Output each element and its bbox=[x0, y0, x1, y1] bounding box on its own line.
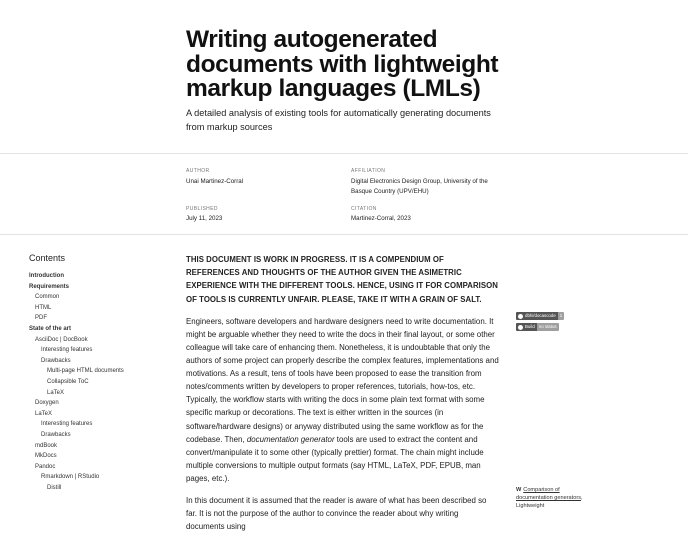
citation-label: CITATION bbox=[351, 206, 377, 212]
toc-item[interactable]: Doxygen bbox=[35, 400, 59, 407]
affiliation-label: AFFILIATION bbox=[351, 168, 386, 174]
affiliation-value[interactable]: Digital Electronics Design Group, University of the Basque Country (UPV/EHU) bbox=[351, 178, 488, 195]
table-of-contents bbox=[29, 253, 159, 493]
wikipedia-icon: W bbox=[516, 487, 522, 493]
citation-value[interactable]: Martinez-Corral, 2023 bbox=[351, 215, 411, 222]
work-in-progress-notice: THIS DOCUMENT IS WORK IN PROGRESS. IT IS A COMPENDIUM OF REFERENCES AND THOUGHTS OF THE AUTHOR GIVEN THE ASIMETRIC EXPERIENCE WITH THE DIFFERENT TOOLS. HENCE, USING IT FOR COMPARISON OF TOOLS IS CURRENTLY UNFAIR. PLEASE, TAKE IT WITH A GRAIN OF SALT. bbox=[186, 255, 498, 304]
toc-item[interactable]: Collapsible ToC bbox=[47, 378, 89, 385]
second-paragraph: In this document it is assumed that the reader is aware of what has been described so far. It is not the purpose of the author to convince the reader about why writing documents using bbox=[186, 496, 487, 532]
toc-item[interactable]: Drawbacks bbox=[41, 431, 71, 438]
sidenote bbox=[516, 487, 586, 510]
toc-item[interactable]: Requirements bbox=[29, 283, 70, 290]
author-label: AUTHOR bbox=[186, 168, 210, 174]
github-icon bbox=[518, 325, 523, 330]
toc-item[interactable]: mdBook bbox=[35, 442, 58, 449]
repo-badge-label: dbhi/docascode bbox=[525, 313, 556, 318]
toc-item[interactable]: HTML bbox=[35, 304, 52, 311]
page-title: Writing autogenerated documents with lightweight markup languages (LMLs) bbox=[186, 26, 499, 102]
sidenote-suffix: , Lightweight bbox=[516, 494, 583, 509]
toc-item[interactable]: Distill bbox=[47, 484, 62, 491]
build-badge[interactable] bbox=[516, 323, 564, 331]
toc-title: Contents bbox=[29, 253, 66, 263]
build-badge-label: Build bbox=[525, 324, 535, 329]
toc-item[interactable]: PDF bbox=[35, 315, 47, 322]
intro-paragraph-text-end: tools are used to extract the content and convert/manipulate it to some other (typically prettier) format. The chain might include multiple conversions to multiple output formats (say HTML, LaTeX, PDF, EPUB, man pages, etc.). bbox=[186, 434, 484, 483]
toc-item[interactable]: Pandoc bbox=[35, 463, 56, 470]
author-name[interactable]: Unai Martinez-Corral bbox=[186, 178, 244, 185]
header-divider bbox=[0, 153, 688, 154]
toc-item[interactable]: LaTeX bbox=[47, 389, 65, 396]
toc-item[interactable]: Rmarkdown | RStudio bbox=[41, 474, 100, 481]
badges bbox=[516, 312, 564, 334]
published-label: PUBLISHED bbox=[186, 206, 218, 212]
toc-item[interactable]: AsciiDoc | DocBook bbox=[35, 336, 88, 343]
repo-badge[interactable] bbox=[516, 312, 564, 320]
toc-item[interactable]: State of the art bbox=[29, 325, 72, 332]
published-date: July 11, 2023 bbox=[186, 215, 223, 222]
byline-divider bbox=[0, 234, 688, 235]
github-icon bbox=[518, 314, 523, 319]
toc-item[interactable]: Common bbox=[35, 294, 60, 301]
emphasis-term: documentation generator bbox=[246, 434, 335, 444]
toc-item[interactable]: Multi-page HTML documents bbox=[47, 368, 124, 375]
build-badge-value: no status bbox=[538, 324, 557, 329]
page-header bbox=[0, 0, 688, 153]
toc-item[interactable]: MkDocs bbox=[35, 453, 57, 460]
article-body bbox=[186, 253, 499, 533]
toc-item[interactable]: Introduction bbox=[29, 273, 64, 279]
toc-item[interactable]: Interesting features bbox=[41, 421, 93, 428]
intro-paragraph-text: Engineers, software developers and hardware designers need to write documentation. It might be arguable whether they need to write the docs in their final layout, or some other colleague will take care of enhancing them. Nonetheless, it is undoubtable that only the authors of some project can properly describe the complex features, implementations and motivations. As a result, tens of tools have been proposed to ease the transition from notes/comments written by developers to proper references, tutorials, how-tos, etc. Typically, the workflow starts with writing the docs in some plain text format with some specific markup or decorations. The text is either written in the sources (in software/hardware designs) or anyway distributed using the same workflow as for the codebase. Then, bbox=[186, 316, 499, 444]
toc-item[interactable]: Drawbacks bbox=[41, 357, 71, 364]
intro-paragraph bbox=[186, 315, 499, 485]
toc-item[interactable]: Interesting features bbox=[41, 347, 93, 354]
sidenote-link[interactable]: Comparison of documentation generators bbox=[516, 487, 581, 501]
repo-badge-value: 1 bbox=[559, 313, 563, 318]
toc-item[interactable]: LaTeX bbox=[35, 410, 53, 417]
toc-list bbox=[29, 271, 159, 493]
page-subtitle: A detailed analysis of existing tools for automatically generating documents from markup sources bbox=[186, 108, 491, 132]
